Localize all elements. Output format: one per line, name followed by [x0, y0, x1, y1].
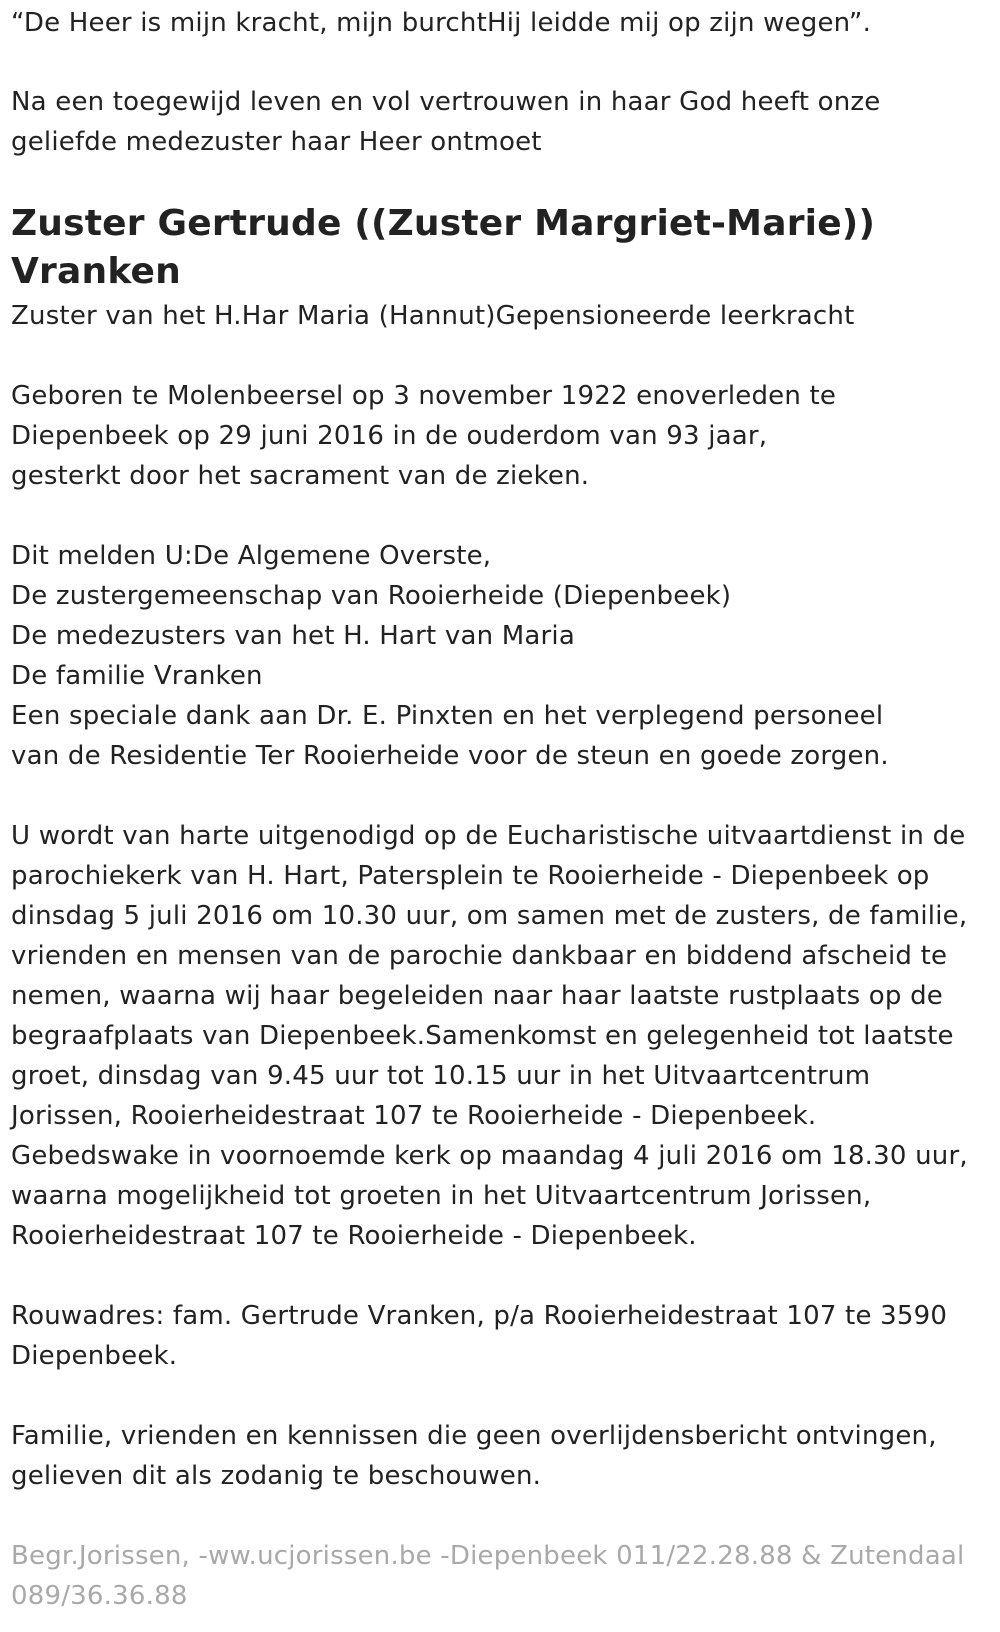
- invitation-line: nemen, waarna wij haar begeleiden naar haar laatste rustplaats op de: [11, 981, 943, 1011]
- birth-death-paragraph: [11, 376, 996, 496]
- invitation-line: parochiekerk van H. Hart, Patersplein te Rooierheide - Diepenbeek op: [11, 861, 930, 891]
- funeral-home-footer: [11, 1536, 996, 1616]
- invitation-line: U wordt van harte uitgenodigd op de Eucharistische uitvaartdienst in de: [11, 821, 966, 851]
- invitation-line: waarna mogelijkheid tot groeten in het Uitvaartcentrum Jorissen,: [11, 1181, 872, 1211]
- family-note-line: gelieven dit als zodanig te beschouwen.: [11, 1461, 542, 1491]
- deceased-name-line: Zuster Gertrude ((Zuster Margriet-Marie)): [11, 203, 876, 244]
- announcer-line: De medezusters van het H. Hart van Maria: [11, 621, 575, 651]
- announcer-line: Een speciale dank aan Dr. E. Pinxten en het verplegend personeel: [11, 701, 884, 731]
- announcers-paragraph: [11, 536, 996, 776]
- bible-quote: [11, 3, 996, 43]
- announcer-line: Dit melden U:De Algemene Overste,: [11, 541, 492, 571]
- birth-line: Diepenbeek op 29 juni 2016 in de ouderdom van 93 jaar,: [11, 421, 768, 451]
- family-note-paragraph: [11, 1416, 996, 1496]
- address-line: Rouwadres: fam. Gertrude Vranken, p/a Rooierheidestraat 107 te 3590: [11, 1301, 948, 1331]
- birth-line: Geboren te Molenbeersel op 3 november 1922 enoverleden te: [11, 381, 837, 411]
- announcer-line: De zustergemeenschap van Rooierheide (Diepenbeek): [11, 581, 732, 611]
- invitation-line: Jorissen, Rooierheidestraat 107 te Rooierheide - Diepenbeek.: [11, 1101, 817, 1131]
- deceased-name: [11, 200, 996, 296]
- mourning-address-paragraph: [11, 1296, 996, 1376]
- invitation-line: groet, dinsdag van 9.45 uur tot 10.15 uur in het Uitvaartcentrum: [11, 1061, 871, 1091]
- intro-line: Na een toegewijd leven en vol vertrouwen in haar God heeft onze: [11, 87, 881, 117]
- subtitle-line: Zuster van het H.Har Maria (Hannut)Gepensioneerde leerkracht: [11, 301, 855, 331]
- invitation-line: begraafplaats van Diepenbeek.Samenkomst en gelegenheid tot laatste: [11, 1021, 954, 1051]
- invitation-line: dinsdag 5 juli 2016 om 10.30 uur, om samen met de zusters, de familie,: [11, 901, 968, 931]
- funeral-invitation-paragraph: [11, 816, 996, 1256]
- footer-line: 089/36.36.88: [11, 1581, 188, 1611]
- announcer-line: De familie Vranken: [11, 661, 263, 691]
- intro-paragraph: [11, 82, 996, 162]
- deceased-subtitle: [11, 296, 996, 336]
- deceased-name-line: Vranken: [11, 251, 181, 292]
- birth-line: gesterkt door het sacrament van de zieken.: [11, 461, 590, 491]
- intro-line: geliefde medezuster haar Heer ontmoet: [11, 127, 542, 157]
- announcer-line: van de Residentie Ter Rooierheide voor de steun en goede zorgen.: [11, 741, 889, 771]
- obituary-notice: [11, 0, 996, 1616]
- bible-quote-line: “De Heer is mijn kracht, mijn burchtHij leidde mij op zijn wegen”.: [11, 8, 872, 38]
- invitation-line: vrienden en mensen van de parochie dankbaar en biddend afscheid te: [11, 941, 948, 971]
- invitation-line: Gebedswake in voornoemde kerk op maandag 4 juli 2016 om 18.30 uur,: [11, 1141, 968, 1171]
- family-note-line: Familie, vrienden en kennissen die geen overlijdensbericht ontvingen,: [11, 1421, 937, 1451]
- address-line: Diepenbeek.: [11, 1341, 178, 1371]
- footer-line: Begr.Jorissen, -ww.ucjorissen.be -Diepenbeek 011/22.28.88 & Zutendaal: [11, 1541, 965, 1571]
- invitation-line: Rooierheidestraat 107 te Rooierheide - Diepenbeek.: [11, 1221, 697, 1251]
